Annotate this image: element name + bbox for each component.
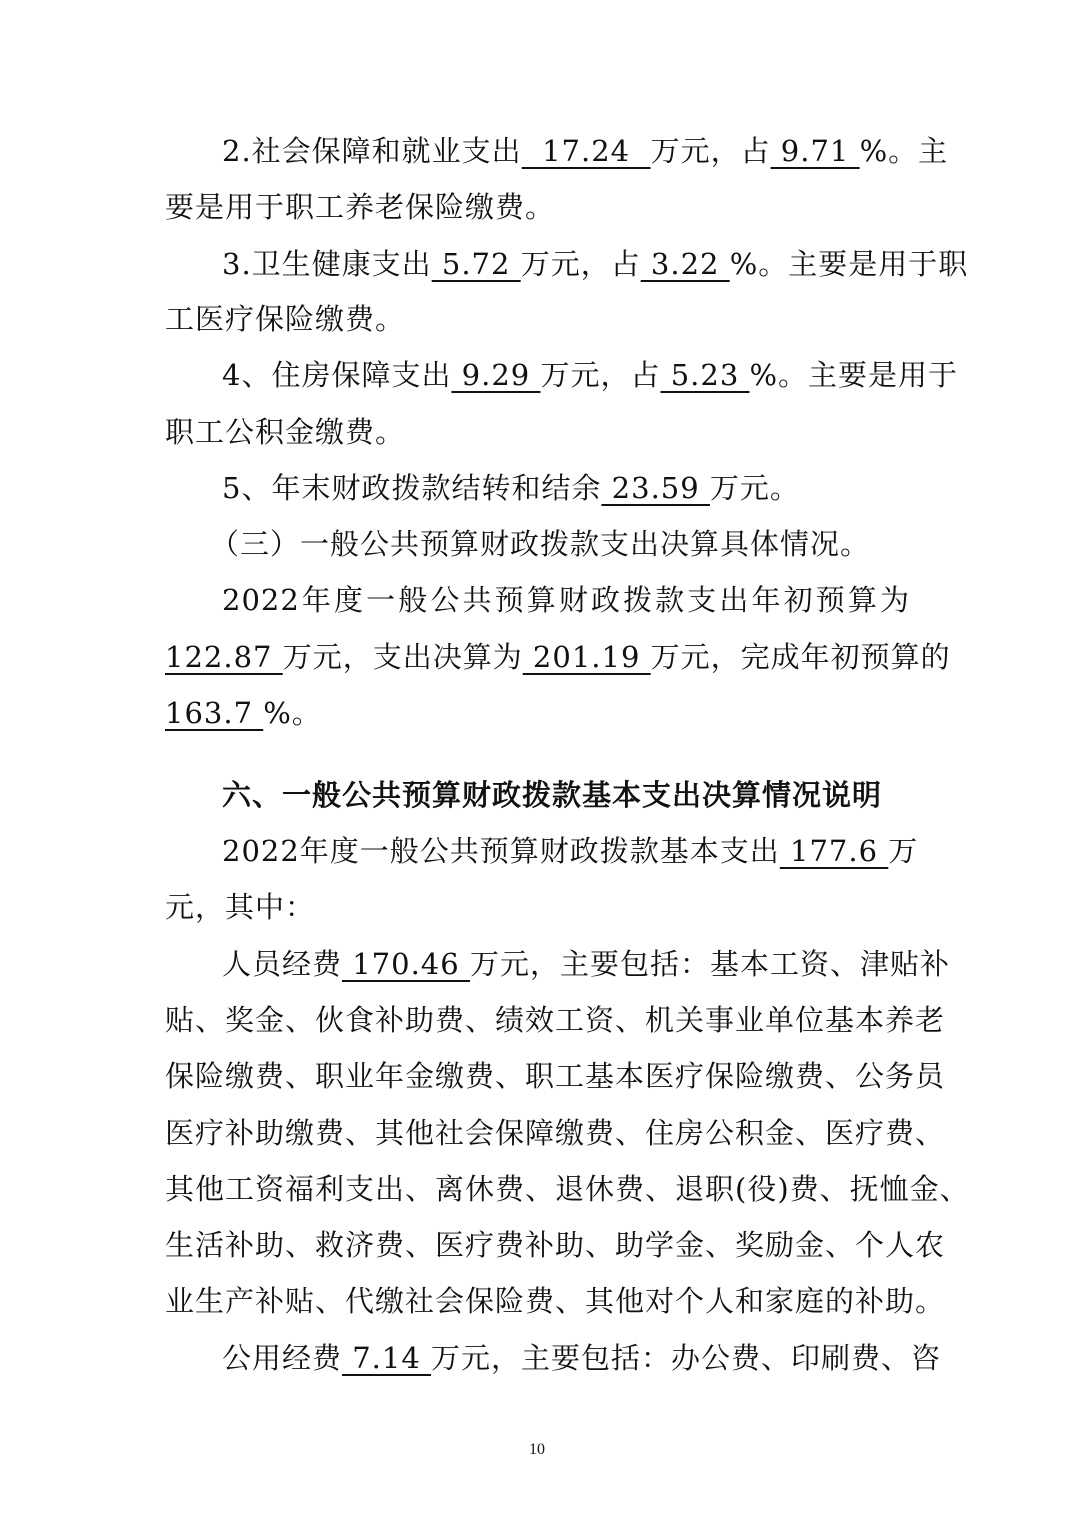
text: %。	[263, 696, 322, 730]
text: 公用经费	[222, 1341, 343, 1375]
amount-underlined: 9.29	[451, 358, 541, 392]
percent-underlined: 9.71	[770, 134, 860, 168]
percent-underlined: 3.22	[640, 247, 730, 281]
paragraph-budget-line1: 2022年度一般公共预算财政拨款支出年初预算为	[222, 583, 910, 617]
paragraph-public-expense	[222, 1338, 942, 1378]
text: 2022年度一般公共预算财政拨款基本支出	[222, 834, 780, 868]
text: 万元，主要包括：基本工资、津贴补	[469, 947, 950, 981]
amount-underlined: 23.59	[601, 471, 710, 505]
paragraph-health-line1	[222, 244, 969, 284]
paragraph-social-security-line2: 要是用于职工养老保险缴费。	[165, 190, 556, 224]
text: 万元，占	[650, 134, 771, 168]
text: 万元，占	[540, 358, 661, 392]
amount-underlined: 7.14	[342, 1341, 432, 1375]
amount-underlined: 122.87	[165, 640, 283, 674]
text: 2.社会保障和就业支出	[222, 134, 522, 168]
text: 万元，占	[520, 247, 641, 281]
text: %。主	[859, 134, 949, 168]
paragraph-social-security-line1	[222, 131, 949, 171]
text: 5、年末财政拨款结转和结余	[222, 471, 602, 505]
text: 万元。	[709, 471, 800, 505]
paragraph-basic-expenditure-line2: 元，其中：	[165, 890, 316, 924]
section-heading-six: 六、一般公共预算财政拨款基本支出决算情况说明	[222, 778, 883, 812]
paragraph-personnel-line3: 保险缴费、职业年金缴费、职工基本医疗保险缴费、公务员	[165, 1059, 946, 1093]
text: 3.卫生健康支出	[222, 247, 432, 281]
text: 万元，完成年初预算的	[650, 640, 951, 674]
text: 人员经费	[222, 947, 343, 981]
paragraph-carryover	[222, 468, 910, 508]
paragraph-personnel-line5: 其他工资福利支出、离休费、退休费、退职(役)费、抚恤金、	[165, 1172, 970, 1206]
paragraph-housing-line1	[222, 355, 959, 395]
subheading-section-three: （三）一般公共预算财政拨款支出决算具体情况。	[210, 527, 871, 561]
paragraph-personnel-line6: 生活补助、救济费、医疗费补助、助学金、奖励金、个人农	[165, 1228, 946, 1262]
amount-underlined: 201.19	[522, 640, 651, 674]
paragraph-budget-line3	[165, 693, 910, 733]
percent-underlined: 5.23	[660, 358, 750, 392]
page-number: 10	[529, 1441, 545, 1458]
paragraph-basic-expenditure-line1	[222, 831, 919, 871]
text: 万元，支出决算为	[282, 640, 523, 674]
paragraph-housing-line2: 职工公积金缴费。	[165, 415, 406, 449]
paragraph-personnel-line4: 医疗补助缴费、其他社会保障缴费、住房公积金、医疗费、	[165, 1116, 946, 1150]
text: 4、住房保障支出	[222, 358, 452, 392]
paragraph-personnel-line7: 业生产补贴、代缴社会保险费、其他对个人和家庭的补助。	[165, 1284, 946, 1318]
amount-underlined: 17.24	[521, 134, 651, 168]
text: 万	[888, 834, 919, 868]
paragraph-budget-line2	[165, 637, 951, 677]
text: %。主要是用于职	[729, 247, 969, 281]
text: %。主要是用于	[749, 358, 959, 392]
text: 万元，主要包括：办公费、印刷费、咨	[431, 1341, 942, 1375]
paragraph-health-line2: 工医疗保险缴费。	[165, 302, 406, 336]
paragraph-personnel-line2: 贴、奖金、伙食补助费、绩效工资、机关事业单位基本养老	[165, 1003, 946, 1037]
amount-underlined: 170.46	[342, 947, 470, 981]
amount-underlined: 177.6	[779, 834, 889, 868]
percent-underlined: 163.7	[165, 696, 264, 730]
amount-underlined: 5.72	[431, 247, 521, 281]
paragraph-personnel-line1	[222, 944, 950, 984]
